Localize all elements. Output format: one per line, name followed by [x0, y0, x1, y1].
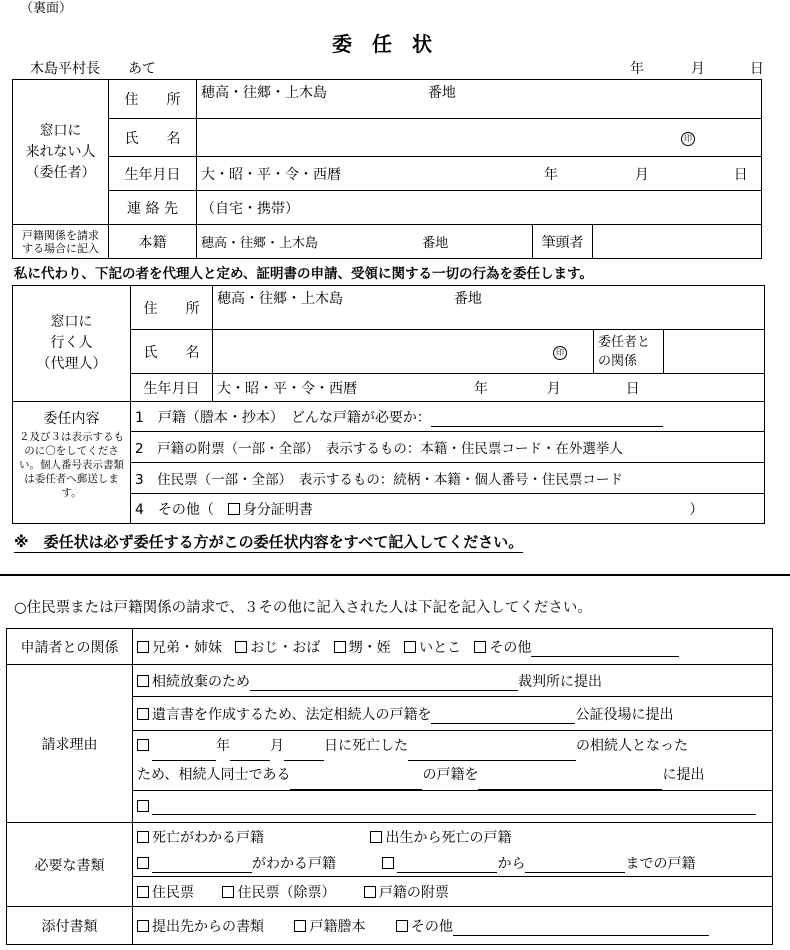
date-day: 日	[749, 61, 764, 77]
honseki-field[interactable]: 穂高・往郷・上木島 番地	[197, 225, 533, 259]
principal-address-label: 住 所	[109, 80, 197, 119]
reason-label: 請求理由	[7, 665, 133, 823]
blank-line[interactable]	[152, 800, 756, 815]
checkbox[interactable]	[137, 641, 149, 653]
principal-table	[12, 79, 762, 259]
principal-name-field[interactable]	[197, 119, 762, 157]
seal-mark: 印	[553, 346, 567, 360]
documents-label: 必要な書類	[7, 823, 133, 907]
document-title: 委 任 状	[332, 32, 432, 56]
blank-line[interactable]	[525, 858, 625, 873]
request-table	[6, 628, 773, 945]
mandate-item-4[interactable]: 4 その他（ 身分証明書 ）	[131, 494, 765, 524]
documents-row-2[interactable]: がわかる戸籍 から までの戸籍	[133, 851, 773, 877]
principal-dob-label: 生年月日	[109, 157, 197, 191]
lower-heading: ○住民票または戸籍関係の請求で、３その他に記入された人は下記を記入してください。	[14, 600, 592, 616]
documents-row-3[interactable]: 住民票 住民票（除票） 戸籍の附票	[133, 877, 773, 907]
agent-group-label: 窓口に 行く人 （代理人）	[13, 286, 131, 402]
hittousha-field[interactable]	[593, 225, 762, 259]
relation-label: 申請者との関係	[7, 629, 133, 665]
agent-address-label: 住 所	[131, 286, 213, 330]
agent-name-field[interactable]	[213, 330, 594, 374]
reason-row-4[interactable]	[133, 791, 773, 823]
warning-note: ※ 委任状は必ず委任する方がこの委任状内容をすべて記入してください。	[14, 533, 524, 551]
blank-line[interactable]	[478, 775, 662, 790]
checkbox[interactable]	[137, 920, 149, 932]
blank-line[interactable]	[284, 746, 324, 761]
checkbox[interactable]	[137, 675, 149, 687]
checkbox[interactable]	[334, 641, 346, 653]
agent-name-label: 氏 名	[131, 330, 213, 374]
date-month: 月	[690, 61, 705, 77]
agent-dob-label: 生年月日	[131, 374, 213, 402]
seal-mark: 印	[681, 132, 695, 146]
blank-line[interactable]	[431, 412, 663, 427]
mandate-item-3[interactable]: 3 住民票（一部・全部） 表示するもの：続柄・本籍・個人番号・住民票コード	[131, 463, 765, 494]
reason-row-1[interactable]: 相続放棄のため 裁判所に提出	[133, 665, 773, 697]
honseki-label: 本籍	[109, 225, 197, 259]
checkbox[interactable]	[228, 503, 240, 515]
checkbox[interactable]	[222, 886, 234, 898]
principal-name-label: 氏 名	[109, 119, 197, 157]
checkbox[interactable]	[137, 857, 149, 869]
mandate-item-1[interactable]: 1 戸籍（謄本・抄本） どんな戸籍が必要か：	[131, 402, 765, 432]
agent-dob-field[interactable]: 大・昭・平・令・西暦 年 月 日	[213, 374, 765, 402]
principal-group-label: 窓口に 来れない人 （委任者）	[13, 80, 109, 225]
delegation-statement: 私に代わり、下記の者を代理人と定め、証明書の申請、受領に関する一切の行為を委任します。	[14, 266, 593, 282]
blank-line[interactable]	[152, 858, 252, 873]
agent-relation-field[interactable]	[664, 330, 765, 374]
reason-row-2[interactable]: 遺言書を作成するため、法定相続人の戸籍を 公証役場に提出	[133, 697, 773, 731]
attachments-label: 添付書類	[7, 907, 133, 945]
mandate-item-2[interactable]: 2 戸籍の附票（一部・全部） 表示するもの：本籍・住民票コード・在外選挙人	[131, 432, 765, 463]
date-line	[630, 58, 764, 78]
checkbox[interactable]	[294, 920, 306, 932]
checkbox[interactable]	[396, 920, 408, 932]
blank-line[interactable]	[230, 746, 270, 761]
date-year: 年	[630, 61, 644, 77]
agent-table	[12, 285, 765, 524]
checkbox[interactable]	[382, 857, 394, 869]
koseki-note: 戸籍関係を請求 する場合に記入	[13, 225, 109, 259]
blank-line[interactable]	[408, 746, 576, 761]
documents-row-1[interactable]: 死亡がわかる戸籍 出生から死亡の戸籍	[133, 823, 773, 851]
principal-contact-field[interactable]: （自宅・携帯）	[197, 191, 762, 225]
principal-address-field[interactable]: 穂高・往郷・上木島 番地	[197, 80, 762, 119]
blank-line[interactable]	[453, 921, 709, 936]
blank-line[interactable]	[431, 709, 575, 724]
blank-line[interactable]	[152, 746, 216, 761]
addressee: 木島平村長 あて	[30, 61, 156, 77]
checkbox[interactable]	[137, 831, 149, 843]
blank-line[interactable]	[250, 676, 518, 691]
hittousha-label: 筆頭者	[533, 225, 593, 259]
blank-line[interactable]	[397, 858, 497, 873]
checkbox[interactable]	[235, 641, 247, 653]
blank-line[interactable]	[531, 642, 679, 657]
mandate-label	[13, 402, 131, 524]
section-divider	[0, 574, 790, 576]
relation-field[interactable]: 兄弟・姉妹 おじ・おば 甥・姪 いとこ その他	[133, 629, 773, 665]
checkbox[interactable]	[137, 886, 149, 898]
agent-address-field[interactable]: 穂高・往郷・上木島 番地	[213, 286, 765, 330]
checkbox[interactable]	[137, 739, 149, 751]
checkbox[interactable]	[137, 708, 149, 720]
principal-dob-field[interactable]: 大・昭・平・令・西暦 年 月 日	[197, 157, 762, 191]
checkbox[interactable]	[370, 831, 382, 843]
reason-row-3[interactable]: 年 月 日に死亡した の相続人となった ため、相続人同士である の戸籍を に提出	[133, 731, 773, 791]
checkbox[interactable]	[474, 641, 486, 653]
agent-relation-label: 委任者と の関係	[594, 330, 664, 374]
checkbox[interactable]	[137, 800, 149, 812]
mandate-title: 委任内容	[43, 411, 100, 427]
blank-line[interactable]	[290, 775, 422, 790]
checkbox[interactable]	[404, 641, 416, 653]
checkbox[interactable]	[364, 886, 376, 898]
mandate-note: ２及び３は表示するものに〇をしてください。個人番号表示書類は委任者へ郵送します。	[19, 431, 124, 499]
attachments-field[interactable]: 提出先からの書類 戸籍謄本 その他	[133, 907, 773, 945]
principal-contact-label: 連 絡 先	[109, 191, 197, 225]
side-label: （裏面）	[20, 1, 73, 16]
